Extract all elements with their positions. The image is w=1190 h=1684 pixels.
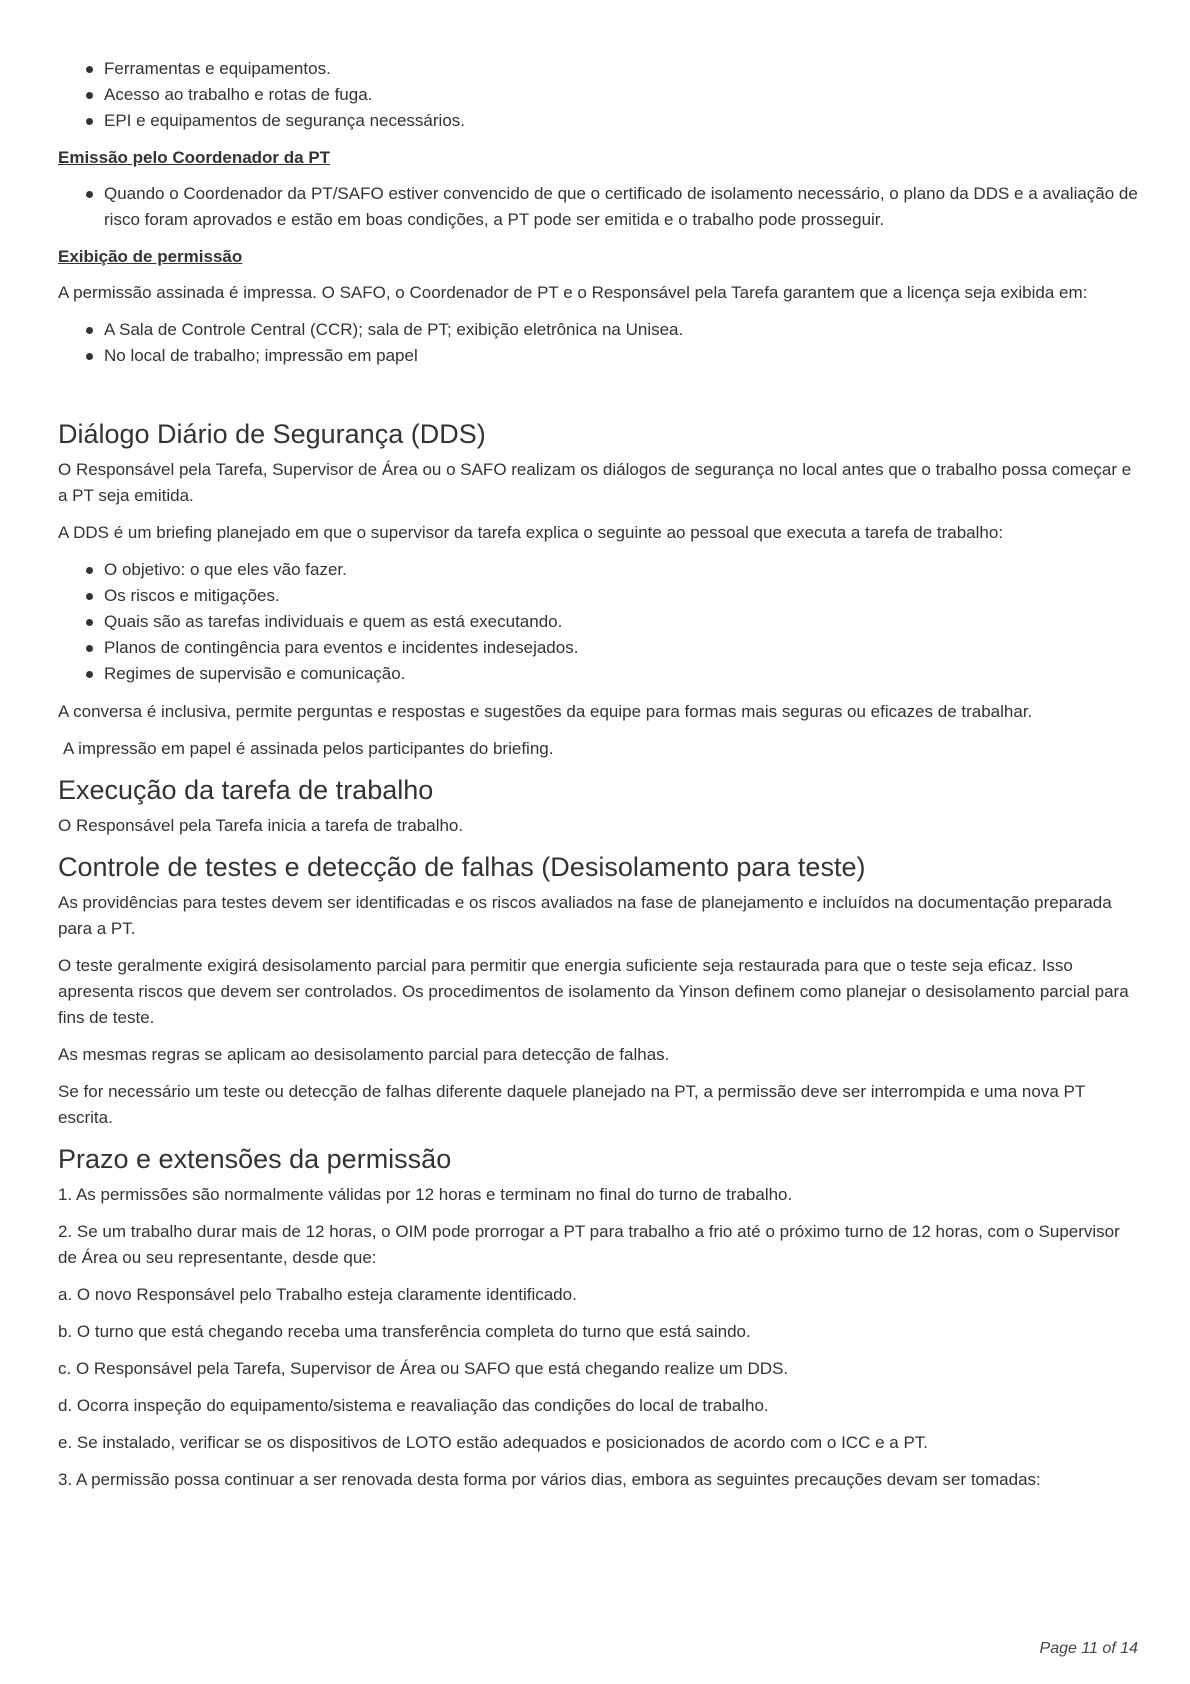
lettered-item: c. O Responsável pela Tarefa, Supervisor de Área ou SAFO que está chegando realize um DDS. <box>58 1359 789 1378</box>
lettered-item: a. O novo Responsável pelo Trabalho esteja claramente identificado. <box>58 1285 577 1304</box>
exibicao-bullet-list <box>58 317 1138 369</box>
list-item: O objetivo: o que eles vão fazer. <box>58 557 1138 583</box>
subheading-exibicao: Exibição de permissão <box>58 247 243 266</box>
paragraph: O Responsável pela Tarefa inicia a tarefa de trabalho. <box>58 816 464 835</box>
paragraph: A DDS é um briefing planejado em que o supervisor da tarefa explica o seguinte ao pessoal que executa a tarefa de trabalho: <box>58 523 1004 542</box>
dds-bullet-list <box>58 557 1138 687</box>
list-item: Planos de contingência para eventos e incidentes indesejados. <box>58 635 1138 661</box>
list-item: A Sala de Controle Central (CCR); sala de PT; exibição eletrônica na Unisea. <box>58 317 1138 343</box>
top-bullet-list <box>58 56 1138 134</box>
list-item: Regimes de supervisão e comunicação. <box>58 661 1138 687</box>
list-item: EPI e equipamentos de segurança necessários. <box>58 108 1138 134</box>
paragraph: As providências para testes devem ser identificadas e os riscos avaliados na fase de planejamento e incluídos na documentação preparada para a PT. <box>58 893 1112 938</box>
paragraph: Se for necessário um teste ou detecção de falhas diferente daquele planejado na PT, a permissão deve ser interrompida e uma nova PT escrita. <box>58 1082 1085 1127</box>
list-item: Os riscos e mitigações. <box>58 583 1138 609</box>
subheading-emissao: Emissão pelo Coordenador da PT <box>58 148 331 167</box>
paragraph: A conversa é inclusiva, permite perguntas e respostas e sugestões da equipe para formas mais seguras ou eficazes de trabalhar. <box>58 702 1033 721</box>
section-heading-prazo: Prazo e extensões da permissão <box>58 1144 452 1174</box>
emissao-bullet-list <box>58 181 1138 233</box>
list-item: Ferramentas e equipamentos. <box>58 56 1138 82</box>
section-heading-controle: Controle de testes e detecção de falhas (Desisolamento para teste) <box>58 852 866 882</box>
document-page <box>58 56 1138 1504</box>
list-item: No local de trabalho; impressão em papel <box>58 343 1138 369</box>
numbered-item: 1. As permissões são normalmente válidas por 12 horas e terminam no final do turno de trabalho. <box>58 1185 793 1204</box>
numbered-item: 2. Se um trabalho durar mais de 12 horas, o OIM pode prorrogar a PT para trabalho a frio até o próximo turno de 12 horas, com o Supervisor de Área ou seu representante, desde que: <box>58 1222 1120 1267</box>
section-heading-dds: Diálogo Diário de Segurança (DDS) <box>58 419 486 449</box>
numbered-item: 3. A permissão possa continuar a ser renovada desta forma por vários dias, embora as seguintes precauções devam ser tomadas: <box>58 1470 1041 1489</box>
paragraph: As mesmas regras se aplicam ao desisolamento parcial para detecção de falhas. <box>58 1045 670 1064</box>
paragraph: O teste geralmente exigirá desisolamento parcial para permitir que energia suficiente seja restaurada para que o teste seja eficaz. Isso apresenta riscos que devem ser controlados. Os procedimentos de isolamento da Yinson definem como planejar o desisolamento parcial para fins de teste. <box>58 956 1129 1027</box>
page-number: Page 11 of 14 <box>1039 1640 1138 1657</box>
section-heading-execucao: Execução da tarefa de trabalho <box>58 775 434 805</box>
list-item: Quais são as tarefas individuais e quem as está executando. <box>58 609 1138 635</box>
paragraph: A impressão em papel é assinada pelos participantes do briefing. <box>63 739 554 758</box>
lettered-item: e. Se instalado, verificar se os dispositivos de LOTO estão adequados e posicionados de acordo com o ICC e a PT. <box>58 1433 929 1452</box>
paragraph: O Responsável pela Tarefa, Supervisor de Área ou o SAFO realizam os diálogos de segurança no local antes que o trabalho possa começar e a PT seja emitida. <box>58 460 1132 505</box>
list-item: Quando o Coordenador da PT/SAFO estiver convencido de que o certificado de isolamento necessário, o plano da DDS e a avaliação de risco foram aprovados e estão em boas condições, a PT pode ser emitida e o trabalho pode prosseguir. <box>58 181 1138 233</box>
paragraph: A permissão assinada é impressa. O SAFO, o Coordenador de PT e o Responsável pela Tarefa garantem que a licença seja exibida em: <box>58 283 1088 302</box>
list-item: Acesso ao trabalho e rotas de fuga. <box>58 82 1138 108</box>
lettered-item: b. O turno que está chegando receba uma transferência completa do turno que está saindo. <box>58 1322 751 1341</box>
lettered-item: d. Ocorra inspeção do equipamento/sistema e reavaliação das condições do local de trabalho. <box>58 1396 769 1415</box>
